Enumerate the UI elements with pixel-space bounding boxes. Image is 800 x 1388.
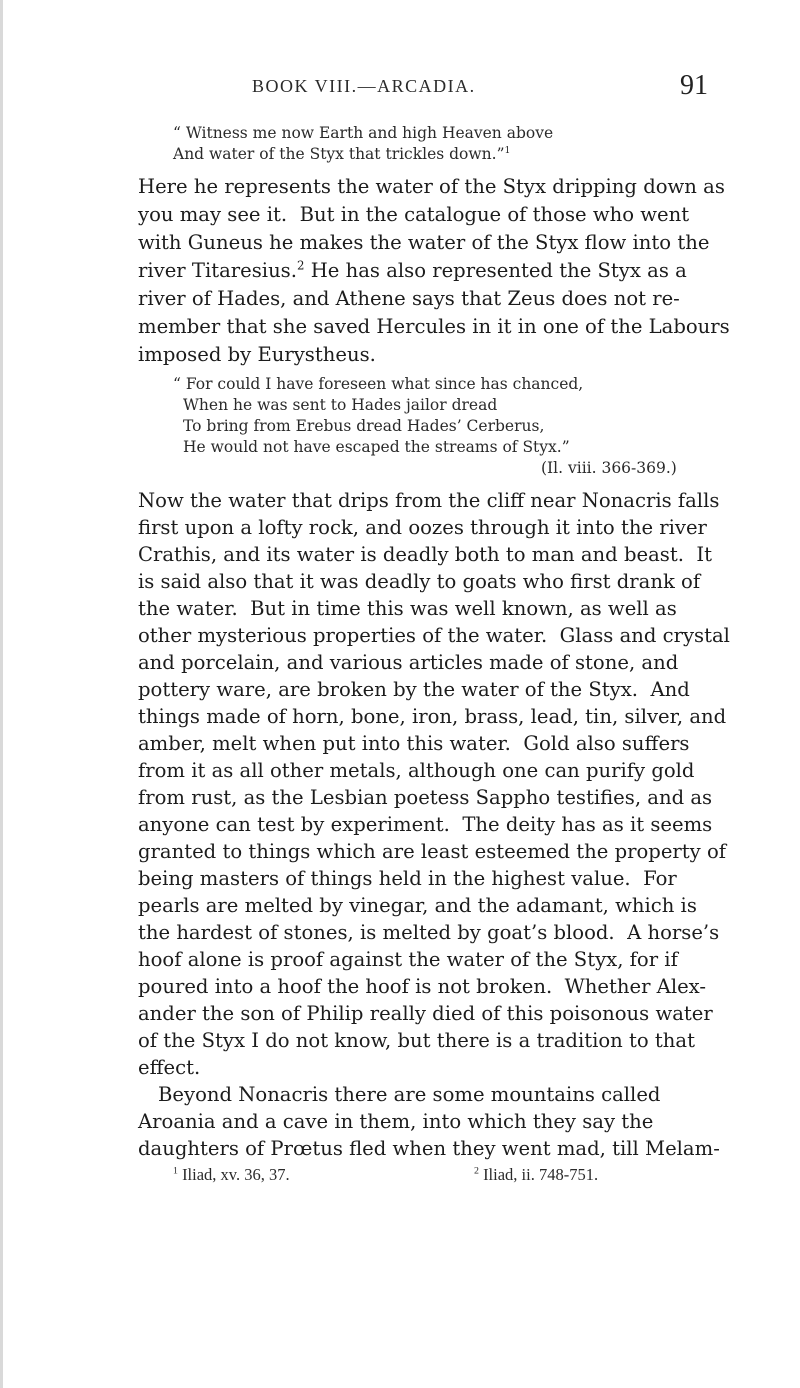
text-line: granted to things which are least esteemed the property of [138,840,727,863]
text-line: pearls are melted by vinegar, and the adamant, which is [138,894,697,917]
verse-line: “ Witness me now Earth and high Heaven above [173,124,554,142]
text-line: with Guneus he makes the water of the Styx flow into the [138,231,710,254]
footnote-mark: 2 [474,1165,479,1177]
text-line: Now the water that drips from the cliff near Nonacris falls [138,489,720,512]
text-line: first upon a lofty rock, and oozes through it into the river [138,516,707,539]
text-line: is said also that it was deadly to goats who first drank of [138,570,701,593]
verse-line: And water of the Styx that trickles down.”$^1$ [173,144,511,163]
footnote-ref: 2 [296,258,305,273]
page-edge [0,0,3,1388]
footnote: $^2$ Iliad, ii. 748-751. [474,1165,599,1184]
verse-line: When he was sent to Hades jailor dread [183,396,498,414]
text-line: Aroania and a cave in them, into which they say the [138,1110,654,1133]
running-head: BOOK VIII.—ARCADIA. [252,76,476,96]
text-line: and porcelain, and various articles made of stone, and [138,651,679,674]
verse-line: He would not have escaped the streams of Styx.” [183,438,570,456]
text-line: poured into a hoof the hoof is not broken. Whether Alex- [138,975,707,998]
text-line: Crathis, and its water is deadly both to man and beast. It [138,543,712,566]
verse-line: “ For could I have foreseen what since has chanced, [173,375,584,393]
text-line: you may see it. But in the catalogue of those who went [138,203,690,226]
text-line: the hardest of stones, is melted by goat’s blood. A horse’s [138,921,720,944]
text-line: hoof alone is proof against the water of the Styx, for if [138,948,678,971]
text-line: from it as all other metals, although one can purify gold [138,759,695,782]
text-line: pottery ware, are broken by the water of the Styx. And [138,678,690,701]
text-line: Beyond Nonacris there are some mountains called [158,1083,661,1106]
text-line: member that she saved Hercules in it in one of the Labours [138,315,730,338]
text-line: effect. [138,1056,201,1079]
footnote: $^1$ Iliad, xv. 36, 37. [173,1165,290,1184]
text-line: Here he represents the water of the Styx dripping down as [138,175,725,198]
page-header [0,70,800,104]
text-line: other mysterious properties of the water. Glass and crystal [138,624,730,647]
text-line: from rust, as the Lesbian poetess Sappho testifies, and as [138,786,713,809]
text-line: river of Hades, and Athene says that Zeus does not re- [138,287,680,310]
footnote-ref: 1 [504,144,511,156]
text-line: amber, melt when put into this water. Gold also suffers [138,732,690,755]
text-line: of the Styx I do not know, but there is a tradition to that [138,1029,695,1052]
text-line: imposed by Eurystheus. [138,343,376,366]
text-line: ander the son of Philip really died of this poisonous water [138,1002,713,1025]
text-line: the water. But in time this was well known, as well as [138,597,677,620]
verse-citation: (Il. viii. 366-369.) [541,459,677,477]
text-line: anyone can test by experiment. The deity has as it seems [138,813,713,836]
text-line: river Titaresius.$^2$ He has also represented the Styx as a [138,258,687,282]
text-line: things made of horn, bone, iron, brass, lead, tin, silver, and [138,705,727,728]
text-line: being masters of things held in the highest value. For [138,867,677,890]
footnote-mark: 1 [173,1165,178,1177]
page-number: 91 [680,70,708,101]
text-line: daughters of Prœtus fled when they went mad, till Melam- [138,1137,720,1160]
verse-line: To bring from Erebus dread Hades’ Cerberus, [183,417,545,435]
